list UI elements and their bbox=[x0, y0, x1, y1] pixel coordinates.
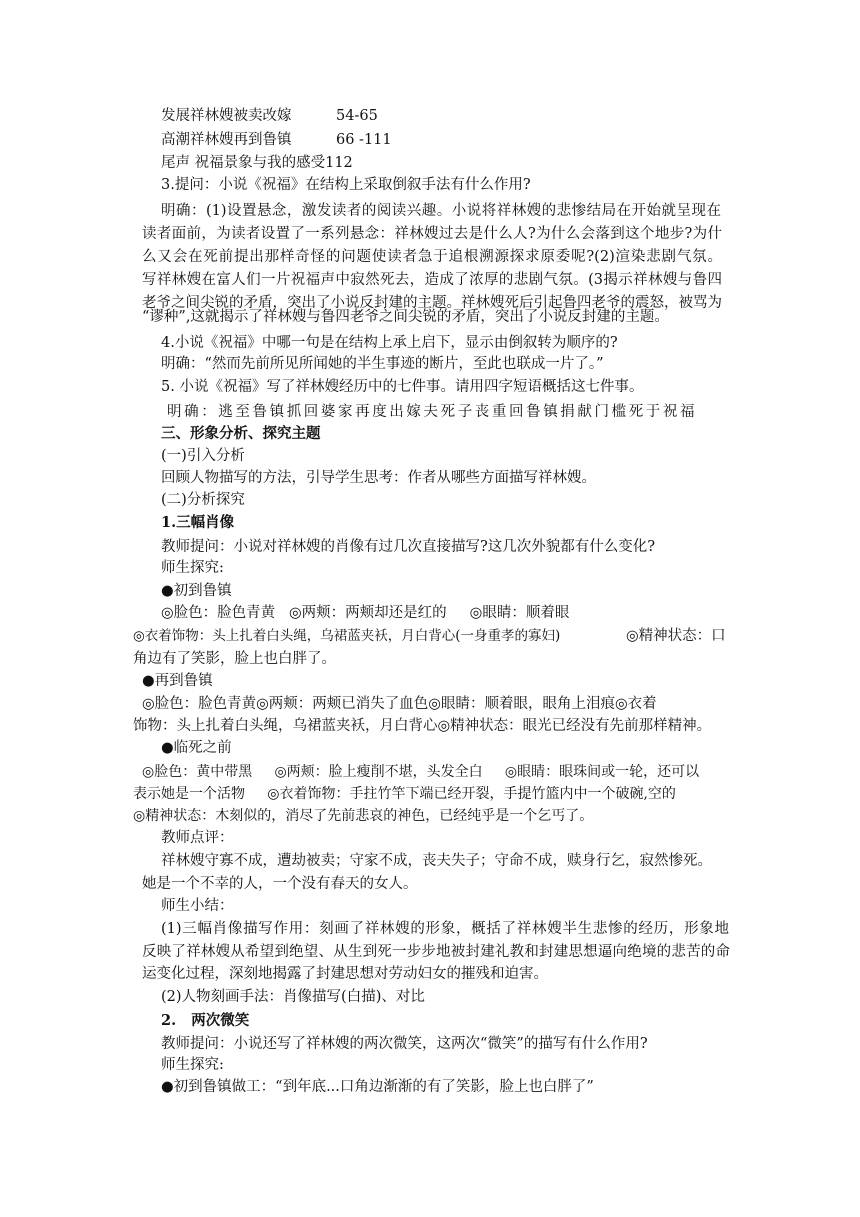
q3-answer-line-6: “谬种”,这就揭示了祥林嫂与鲁四老爷之间尖锐的矛盾，突出了小说反封建的主题。 bbox=[142, 309, 669, 325]
question-3: 3.提问：小说《祝福》在结构上采取倒叙手法有什么作用? bbox=[161, 177, 531, 193]
structure-line-climax bbox=[161, 129, 392, 151]
structure-line-ending bbox=[161, 152, 353, 174]
portrait-2-line-1: ◎脸色：脸色青黄◎两颊：两颊已消失了血色◎眼睛：顺着眼，眼角上泪痕◎衣着 bbox=[142, 696, 657, 712]
q3-answer-line-3: 么又会在死前提出那样奇怪的问题使读者急于追根溯源探求原委呢?(2)渲染悲剧气氛。 bbox=[142, 249, 722, 265]
portrait-1-line-3: 角边有了笑影，脸上也白胖了。 bbox=[133, 651, 336, 667]
q3-answer-line-2: 读者面前，为读者设置了一系列悬念：祥林嫂过去是什么人?为什么会落到这个地步?为什 bbox=[142, 226, 722, 242]
stage-label: 尾声 祝福景象与我的感受112 bbox=[161, 155, 353, 171]
q3-answer-line-4: 写祥林嫂在富人们一片祝福声中寂然死去，造成了浓厚的悲剧气氛。(3揭示祥林嫂与鲁四 bbox=[142, 272, 722, 288]
portrait-1-line-1: ◎脸色：脸色青黄 ◎两颊：两颊却还是红的 ◎眼睛：顺着眼 bbox=[161, 605, 570, 621]
summary-line-2: 反映了祥林嫂从希望到绝望、从生到死一步步地被封建礼教和封建思想逼向绝境的悲苦的命 bbox=[142, 944, 730, 960]
portrait-3-line-1: ◎脸色：黄中带黑 ◎两颊：脸上瘦削不堪，头发全白 ◎眼睛：眼珠间或一轮，还可以 bbox=[142, 764, 700, 780]
item-three-portraits: 1.三幅肖像 bbox=[161, 514, 235, 531]
explore-label: 师生探究: bbox=[161, 560, 224, 576]
subheading-analysis: (二)分析探究 bbox=[161, 492, 245, 508]
q3-answer-line-5: 老爷之间尖锐的矛盾，突出了小说反封建的主题。祥林嫂死后引起鲁四老爷的震怒，被骂为 bbox=[142, 295, 722, 311]
explore-label-2: 师生探究: bbox=[161, 1057, 224, 1073]
intro-text: 回顾人物描写的方法，引导学生思考：作者从哪些方面描写祥林嫂。 bbox=[161, 470, 596, 486]
portrait-1-line-2a: ◎衣着饰物：头上扎着白头绳，乌裙蓝夹袄，月白背心(一身重孝的寡妇) bbox=[133, 628, 561, 644]
summary-title: 师生小结： bbox=[161, 898, 234, 914]
question-4: 4.小说《祝福》中哪一句是在结构上承上启下，显示由倒叙转为顺序的? bbox=[161, 335, 618, 351]
structure-line-development bbox=[161, 105, 378, 127]
portrait-3-line-3: ◎精神状态：木刻似的，消尽了先前悲哀的神色，已经纯乎是一个乞丐了。 bbox=[133, 808, 594, 824]
portrait-1-line-2b: ◎精神状态：口 bbox=[626, 628, 726, 644]
summary-line-1: (1)三幅肖像描写作用：刻画了祥林嫂的形象，概括了祥林嫂半生悲惨的经历，形象地 bbox=[161, 921, 729, 937]
stage-label: 高潮祥林嫂再到鲁镇 bbox=[161, 132, 292, 148]
summary-line-4: (2)人物刻画手法：肖像描写(白描)、对比 bbox=[161, 989, 425, 1005]
summary-line-3: 运变化过程，深刻地揭露了封建思想对劳动妇女的摧残和迫害。 bbox=[142, 966, 548, 982]
smile-1: ●初到鲁镇做工：“到年底...口角边渐渐的有了笑影，脸上也白胖了” bbox=[161, 1079, 594, 1095]
section-heading: 三、形象分析、探究主题 bbox=[161, 425, 321, 442]
stage-range: 66 -111 bbox=[336, 132, 392, 148]
portrait-3-line-2: 表示她是一个活物 ◎衣着饰物：手拄竹竿下端已经开裂，手提竹篮内中一个破碗,空的 bbox=[133, 786, 676, 802]
portrait-3-title: ●临死之前 bbox=[161, 740, 232, 756]
teacher-question: 教师提问：小说对祥林嫂的肖像有过几次直接描写?这几次外貌都有什么变化? bbox=[161, 539, 656, 555]
comment-line-1: 祥林嫂守寡不成，遭劫被卖；守家不成，丧夫失子；守命不成，赎身行乞，寂然惨死。 bbox=[161, 853, 712, 869]
teacher-question-2: 教师提问：小说还写了祥林嫂的两次微笑，这两次“微笑”的描写有什么作用? bbox=[161, 1036, 648, 1052]
question-5: 5. 小说《祝福》写了祥林嫂经历中的七件事。请用四字短语概括这七件事。 bbox=[161, 379, 644, 395]
comment-line-2: 她是一个不幸的人，一个没有春天的女人。 bbox=[142, 876, 418, 892]
item-two-smiles: 2. 两次微笑 bbox=[161, 1012, 250, 1029]
question-5-answer: 明确：逃至鲁镇抓回婆家再度出嫁夫死子丧重回鲁镇捐献门槛死于祝福 bbox=[167, 404, 698, 420]
portrait-1-title: ●初到鲁镇 bbox=[161, 583, 232, 599]
comment-title: 教师点评： bbox=[161, 830, 234, 846]
question-4-answer: 明确：“然而先前所见所闻她的半生事迹的断片，至此也联成一片了。” bbox=[161, 356, 604, 372]
subheading-intro: (一)引入分析 bbox=[161, 448, 245, 464]
stage-range: 54-65 bbox=[336, 108, 378, 124]
portrait-2-line-2: 饰物：头上扎着白头绳，乌裙蓝夹袄，月白背心◎精神状态：眼光已经没有先前那样精神。 bbox=[133, 718, 712, 734]
portrait-2-title: ●再到鲁镇 bbox=[142, 673, 213, 689]
stage-label: 发展祥林嫂被卖改嫁 bbox=[161, 108, 292, 124]
q3-answer-line-1: 明确：(1)设置悬念，激发读者的阅读兴趣。小说将祥林嫂的悲惨结局在开始就呈现在 bbox=[161, 203, 721, 219]
